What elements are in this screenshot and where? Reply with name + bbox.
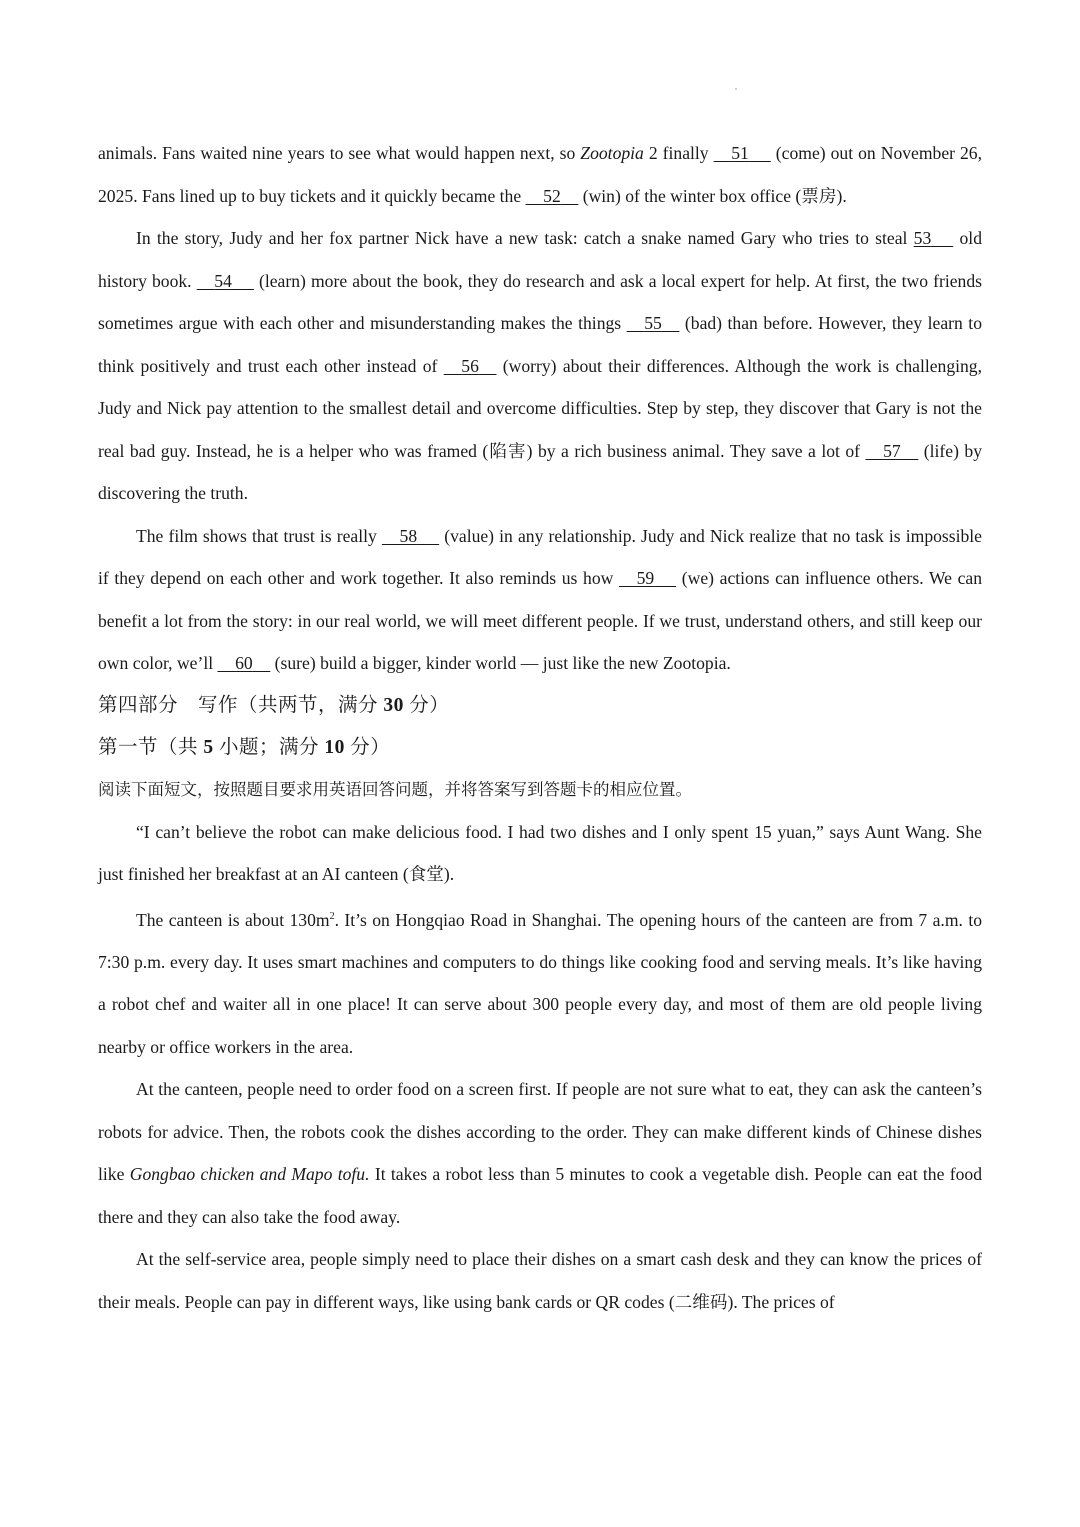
reading-paragraph-4: At the self-service area, people simply need to place their dishes on a smart cash desk and they can know the prices of their meals. People can pay in different ways, like using bank cards or QR codes (二维码). The prices of (98, 1249, 982, 1312)
blank-57[interactable]: 57 (883, 440, 901, 461)
blank-53[interactable]: 53 (913, 228, 932, 248)
passage-paragraph-1: animals. Fans waited nine years to see what would happen next, so Zootopia 2 finally 51 (come) out on November 26, 2025. Fans lined up to buy tickets and it quickly became the 52 (win) of the winter box office (票房). (98, 132, 982, 217)
blank-58[interactable]: 58 (399, 525, 418, 546)
reading-paragraph-3: At the canteen, people need to order food on a screen first. If people are not sure what to eat, they can ask the canteen’s robots for advice. Then, the robots cook the dishes according to the order. They can make different kinds of Chinese dishes like Gongbao chicken and Mapo tofu. It takes a robot less than 5 minutes to cook a vegetable dish. People can eat the food there and they can also take the food away. (98, 1079, 982, 1227)
passage-paragraph-2: In the story, Judy and her fox partner Nick have a new task: catch a snake named Gary who tries to steal 53 old history book. 54 (learn) more about the book, they do research and ask a local expert for help. At first, the two friends sometimes argue with each other and misunderstanding makes the things 55 (bad) than before. However, they learn to think positively and trust each other instead of 56 (worry) about their differences. Although the work is challenging, Judy and Nick pay attention to the smallest detail and overcome difficulties. Step by step, they discover that Gary is not the real bad guy. Instead, he is a helper who was framed (陷害) by a rich business animal. They save a lot of 57 (life) by discovering the truth. (98, 217, 982, 515)
blank-52[interactable]: 52 (543, 185, 561, 206)
page-content (98, 132, 982, 1323)
section-heading-part4: 第四部分 写作（共两节，满分 30 分） (98, 694, 450, 716)
blank-60[interactable]: 60 (235, 653, 253, 673)
reading-paragraph-1: “I can’t believe the robot can make delicious food. I had two dishes and I only spent 15 yuan,” says Aunt Wang. She just finished her breakfast at an AI canteen (食堂). (98, 821, 982, 884)
blank-59[interactable]: 59 (636, 568, 655, 588)
blank-55[interactable]: 55 (644, 313, 662, 333)
blank-56[interactable]: 56 (461, 355, 479, 376)
passage-paragraph-3: The film shows that trust is really 58 (value) in any relationship. Judy and Nick realize that no task is impossible if they depend on each other and work together. It also reminds us how 59 (we) actions can influence others. We can benefit a lot from the story: in our real world, we will meet different people. If we trust, understand others, and still keep our own color, we’ll 60 (sure) build a bigger, kinder world — just like the new Zootopia. (98, 515, 982, 685)
blank-54[interactable]: 54 (214, 270, 232, 291)
scan-speck (735, 88, 737, 90)
reading-paragraph-2: The canteen is about $130m^2$. It’s on Hongqiao Road in Shanghai. The opening hours of the canteen are from 7 a.m. to 7:30 p.m. every day. It uses smart machines and computers to do things like cooking food and serving meals. It’s like having a robot chef and waiter all in one place! It can serve about 300 people every day, and most of them are old people living nearby or office workers in the area. (98, 909, 982, 1057)
instruction-text: 阅读下面短文，按照题目要求用英语回答问题，并将答案写到答题卡的相应位置。 (98, 779, 692, 799)
blank-51[interactable]: 51 (731, 143, 749, 163)
section-heading-section1: 第一节（共 5 小题；满分 10 分） (98, 736, 391, 758)
